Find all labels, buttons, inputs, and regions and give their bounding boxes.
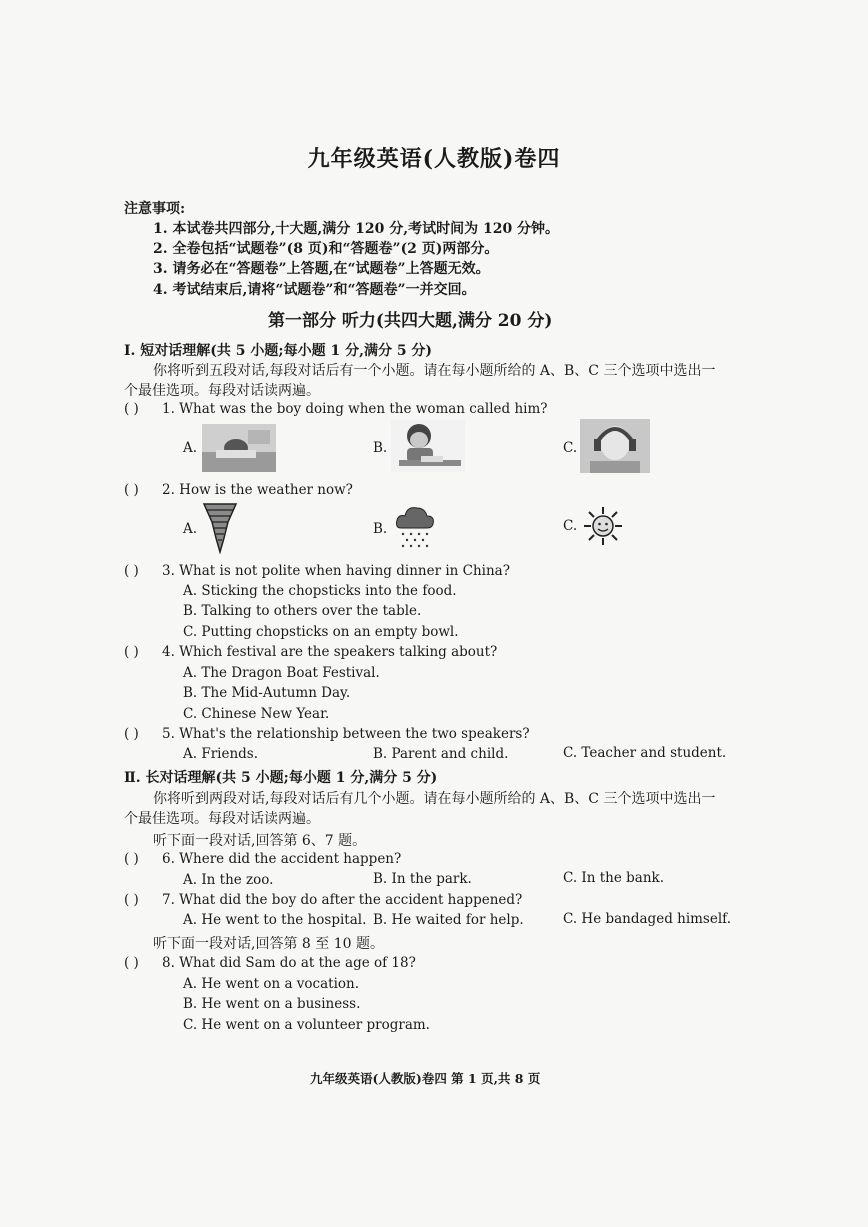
option-label: A. — [183, 521, 198, 537]
notice-item: 3. 请务必在“答题卷”上答题,在“试题卷”上答题无效。 — [153, 261, 490, 277]
option-a: A. The Dragon Boat Festival. — [183, 665, 380, 681]
part1-title: 第一部分 听力(共四大题,满分 20 分) — [268, 311, 553, 331]
option-label: B. — [373, 521, 388, 537]
question-stem: 4. Which festival are the speakers talking about? — [162, 644, 498, 660]
option-c: C. Chinese New Year. — [183, 706, 330, 722]
option-a: A. He went to the hospital. — [183, 912, 367, 928]
boy-with-headphones-image — [580, 419, 650, 473]
question-stem: 6. Where did the accident happen? — [162, 851, 402, 867]
answer-blank[interactable]: ( ) — [124, 726, 139, 742]
answer-blank[interactable]: ( ) — [124, 644, 139, 660]
option-a: A. In the zoo. — [183, 872, 274, 888]
section1-instruction: 个最佳选项。每段对话读两遍。 — [124, 383, 320, 399]
answer-blank[interactable]: ( ) — [124, 563, 139, 579]
question-stem: 5. What's the relationship between the two speakers? — [162, 726, 530, 742]
option-label: A. — [183, 440, 198, 456]
option-c: C. He bandaged himself. — [563, 911, 731, 927]
option-label: C. — [563, 440, 578, 456]
option-a: A. He went on a vocation. — [183, 976, 360, 992]
page-footer: 九年级英语(人教版)卷四 第 1 页,共 8 页 — [310, 1071, 541, 1086]
option-b: B. In the park. — [373, 871, 472, 887]
page-title: 九年级英语(人教版)卷四 — [307, 146, 561, 172]
answer-blank[interactable]: ( ) — [124, 851, 139, 867]
option-c: C. Teacher and student. — [563, 745, 727, 761]
notice-item: 1. 本试卷共四部分,十大题,满分 120 分,考试时间为 120 分钟。 — [153, 221, 560, 237]
option-b: B. He went on a business. — [183, 996, 361, 1012]
question-stem: 3. What is not polite when having dinner in China? — [162, 563, 510, 579]
answer-blank[interactable]: ( ) — [124, 955, 139, 971]
option-a: A. Friends. — [183, 746, 259, 762]
option-b: B. Parent and child. — [373, 746, 509, 762]
option-b: B. The Mid-Autumn Day. — [183, 685, 351, 701]
question-stem: 1. What was the boy doing when the woman called him? — [162, 401, 548, 417]
sun-icon — [583, 506, 623, 546]
answer-blank[interactable]: ( ) — [124, 892, 139, 908]
option-c: C. He went on a volunteer program. — [183, 1017, 430, 1033]
question-stem: 8. What did Sam do at the age of 18? — [162, 955, 416, 971]
option-label: B. — [373, 440, 388, 456]
question-stem: 7. What did the boy do after the accident happened? — [162, 892, 523, 908]
boy-reading-book-image — [391, 420, 465, 472]
option-b: B. He waited for help. — [373, 912, 524, 928]
listen-instruction: 听下面一段对话,回答第 8 至 10 题。 — [153, 936, 384, 952]
rain-cloud-icon — [395, 504, 435, 552]
option-b: B. Talking to others over the table. — [183, 603, 422, 619]
answer-blank[interactable]: ( ) — [124, 401, 139, 417]
option-c: C. Putting chopsticks on an empty bowl. — [183, 624, 459, 640]
answer-blank[interactable]: ( ) — [124, 482, 139, 498]
option-c: C. In the bank. — [563, 870, 665, 886]
notice-item: 4. 考试结束后,请将“试题卷”和“答题卷”一并交回。 — [153, 282, 476, 298]
listen-instruction: 听下面一段对话,回答第 6、7 题。 — [153, 833, 367, 849]
tornado-icon — [202, 500, 238, 554]
section1-instruction: 你将听到五段对话,每段对话后有一个小题。请在每小题所给的 A、B、C 三个选项中选出一 — [153, 363, 716, 379]
option-a: A. Sticking the chopsticks into the food. — [183, 583, 457, 599]
notice-item: 2. 全卷包括“试题卷”(8 页)和“答题卷”(2 页)两部分。 — [153, 241, 499, 257]
section2-instruction: 你将听到两段对话,每段对话后有几个小题。请在每小题所给的 A、B、C 三个选项中选出一 — [153, 791, 716, 807]
section1-title: Ⅰ. 短对话理解(共 5 小题;每小题 1 分,满分 5 分) — [124, 343, 433, 359]
option-label: C. — [563, 518, 578, 534]
notice-heading: 注意事项: — [124, 201, 186, 217]
boy-sleeping-on-desk-image — [202, 424, 276, 472]
section2-title: Ⅱ. 长对话理解(共 5 小题;每小题 1 分,满分 5 分) — [124, 770, 438, 786]
section2-instruction: 个最佳选项。每段对话读两遍。 — [124, 811, 320, 827]
question-stem: 2. How is the weather now? — [162, 482, 353, 498]
